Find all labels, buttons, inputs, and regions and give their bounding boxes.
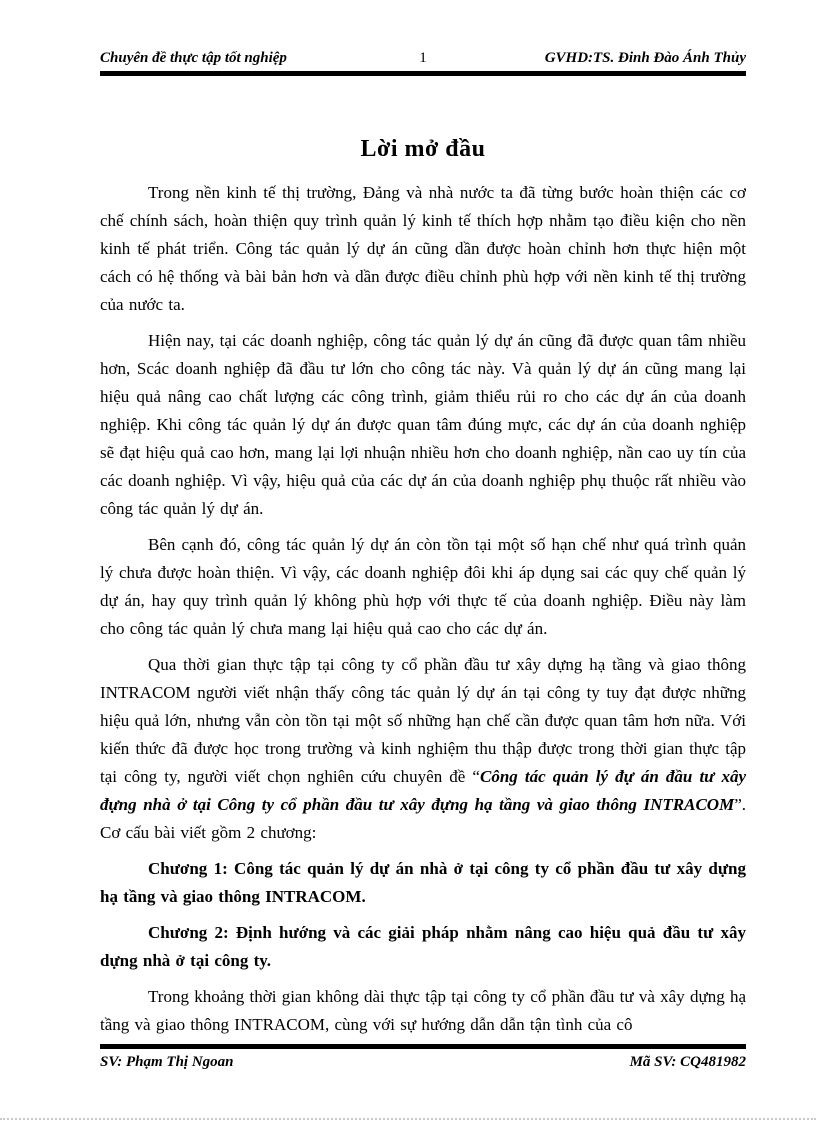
- paragraph-3: Bên cạnh đó, công tác quản lý dự án còn tồn tại một số hạn chế như quá trình quản lý chưa được hoàn thiện. Vì vậy, các doanh nghiệp đôi khi áp dụng sai các quy chế quản lý dự án, hay quy trình quản lý không phù hợp với thực tế của doanh nghiệp. Điều này làm cho công tác quản lý chưa mang lại hiệu quả cao cho các dự án.: [100, 535, 746, 638]
- paragraph-4: [100, 651, 746, 847]
- thesis-topic-title: Công tác quản lý đự án đầu tư xây đựng nhà ở tại Công ty cổ phần đầu tư xây đựng hạ tầng và giao thông INTRACOM: [100, 767, 746, 814]
- paragraph-4-closing: ”. Cơ cấu bài viết gồm 2 chương:: [100, 795, 746, 842]
- page-header: [100, 50, 746, 76]
- page-title: Lời mở đầu: [360, 136, 486, 162]
- footer-row: [100, 1049, 746, 1071]
- footer-student-id: Mã SV: CQ481982: [629, 1054, 746, 1070]
- document-body: [100, 86, 746, 1043]
- header-page-number: 1: [419, 50, 427, 66]
- header-row: [100, 50, 746, 71]
- page-break-divider: [0, 1118, 816, 1120]
- paragraph-4-text: Qua thời gian thực tập tại công ty cổ phần đầu tư xây dựng hạ tầng và giao thông INTRACOM người viết nhận thấy công tác quản lý dự án tại công ty tuy đạt được những hiệu quả lớn, nhưng vẫn còn tồn tại một số những hạn chế cần được quan tâm hơn nữa. Với kiến thức đã được học trong trường và kinh nghiệm thu thập được trong thời gian thực tập tại công ty, người viết chọn nghiên cứu chuyên đề “: [100, 655, 746, 786]
- chapter-1-heading: Chương 1: Công tác quản lý dự án nhà ở tại công ty cổ phần đầu tư xây dựng hạ tầng và giao thông INTRACOM.: [100, 859, 746, 906]
- chapter-2-heading: Chương 2: Định hướng và các giải pháp nhằm nâng cao hiệu quả đầu tư xây dựng nhà ở tại công ty.: [100, 923, 746, 970]
- paragraph-1: Trong nền kinh tế thị trường, Đảng và nhà nước ta đã từng bước hoàn thiện các cơ chế chính sách, hoàn thiện quy trình quản lý kinh tế thích hợp nhằm tạo điều kiện cho nền kinh tế phát triển. Công tác quản lý dự án cũng dần được hoàn chỉnh hơn thực hiện một cách có hệ thống và bài bản hơn và dần được điều chỉnh phù hợp với nền kinh tế thị trường của nước ta.: [100, 183, 746, 314]
- paragraph-5: Trong khoảng thời gian không dài thực tập tại công ty cổ phần đầu tư và xây dựng hạ tầng và giao thông INTRACOM, cùng với sự hướng dẫn dẫn tận tình của cô: [100, 987, 746, 1034]
- paragraph-2: Hiện nay, tại các doanh nghiệp, công tác quản lý dự án cũng đã được quan tâm nhiều hơn, Scác doanh nghiệp đã đầu tư lớn cho công tác này. Và quản lý dự án cũng mang lại hiệu quả nâng cao chất lượng các công trình, giảm thiểu rủi ro cho các dự án của doanh nghiệp. Khi công tác quản lý dự án được quan tâm đúng mực, các dự án của doanh nghiệp sẽ đạt hiệu quả cao hơn, mang lại lợi nhuận nhiều hơn cho doanh nghiệp, nần cao uy tín của các doanh nghiệp. Vì vậy, hiệu quả của các dự án của doanh nghiệp phụ thuộc rất nhiều vào công tác quản lý dự án.: [100, 331, 746, 518]
- page-footer: [100, 1044, 746, 1071]
- header-document-title: Chuyên đề thực tập tốt nghiệp: [100, 50, 287, 66]
- footer-student-name: SV: Phạm Thị Ngoan: [100, 1054, 234, 1070]
- header-advisor-name: GVHD:TS. Đinh Đào Ánh Thủy: [544, 50, 746, 66]
- header-rule: [100, 71, 746, 76]
